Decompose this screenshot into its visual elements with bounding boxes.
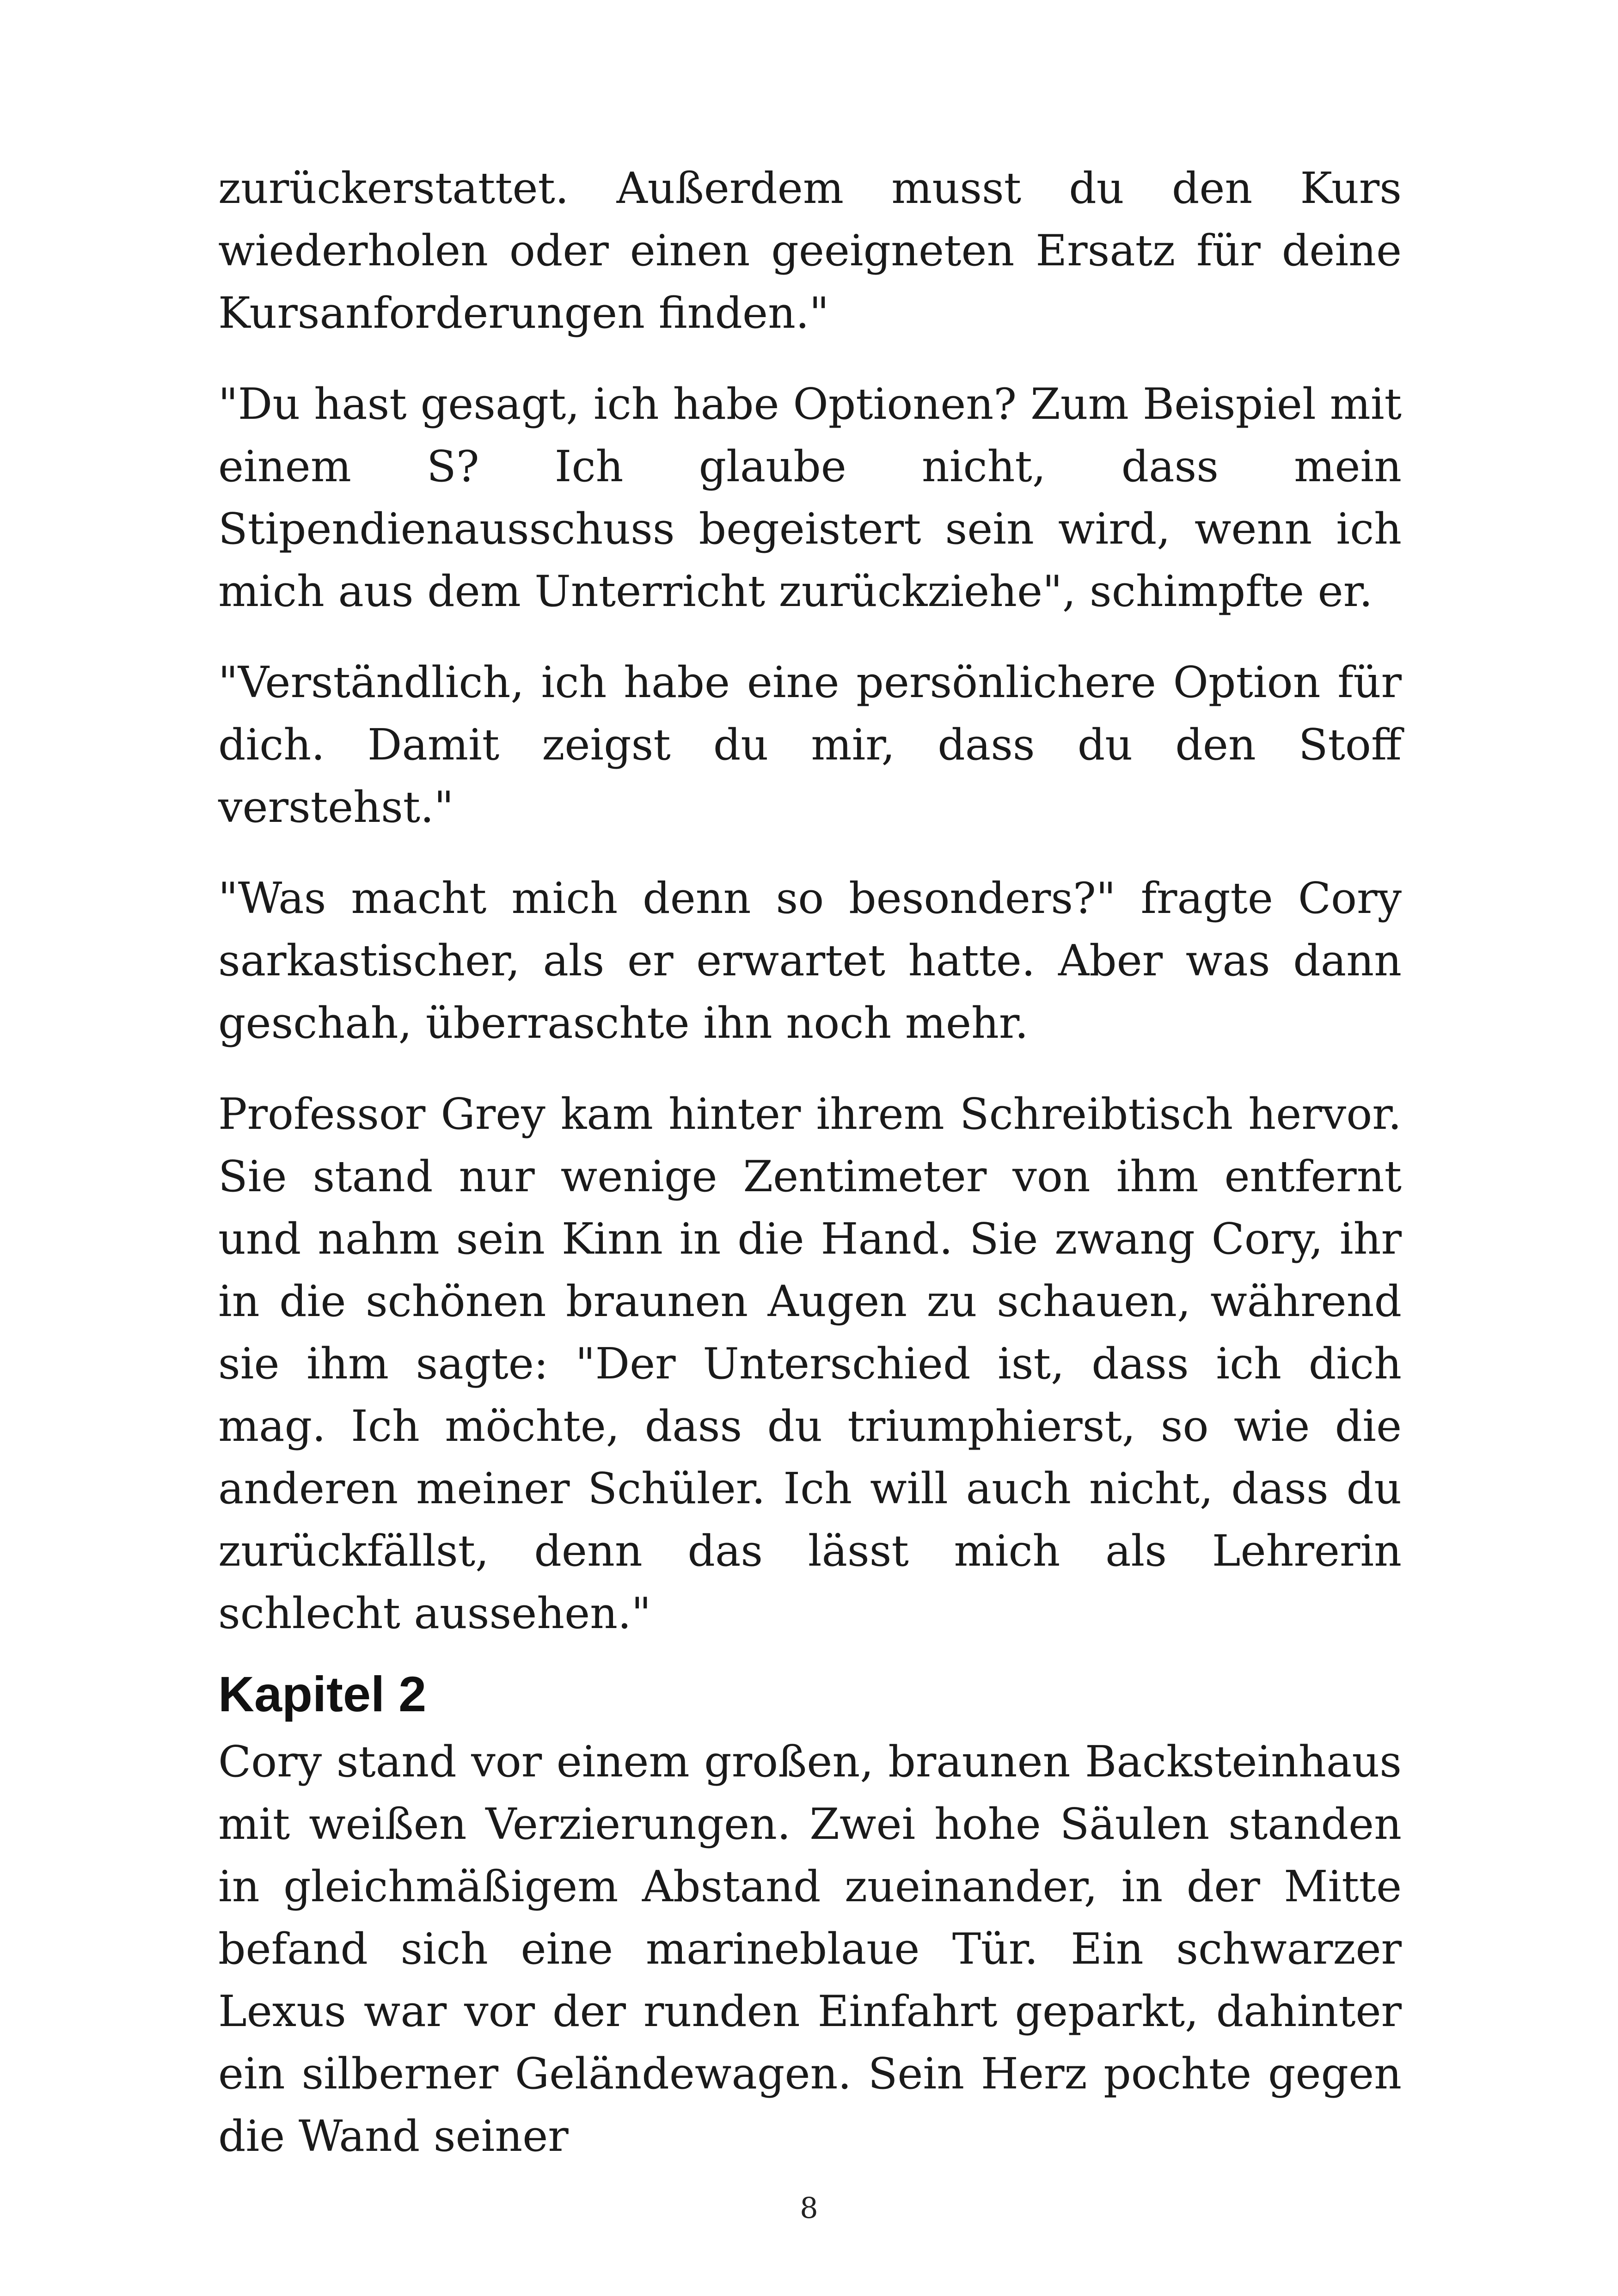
paragraph-1: zurückerstattet. Außerdem musst du den Kurs wiederholen oder einen geeigneten Ersatz für deine Kursanforderungen finden.": [218, 163, 1402, 338]
body-text: [218, 157, 1402, 1673]
paragraph-2: "Du hast gesagt, ich habe Optionen? Zum Beispiel mit einem S? Ich glaube nicht, dass mein Stipendienausschuss begeistert sein wird, wenn ich mich aus dem Unterricht zurückziehe", schimpfte er.: [218, 379, 1402, 616]
paragraph-5: Professor Grey kam hinter ihrem Schreibtisch hervor. Sie stand nur wenige Zentimeter von ihm entfernt und nahm sein Kinn in die Hand. Sie zwang Cory, ihr in die schönen braunen Augen zu schauen, während sie ihm sagte: "Der Unterschied ist, dass ich dich mag. Ich möchte, dass du triumphierst, so wie die anderen meiner Schüler. Ich will auch nicht, dass du zurückfällst, denn das lässt mich als Lehrerin schlecht aussehen.": [218, 1089, 1402, 1638]
page-number: 8: [800, 2191, 818, 2225]
chapter-section: [218, 1659, 1402, 2196]
chapter-title: Kapitel 2: [218, 1666, 427, 1722]
chapter-paragraph: Cory stand vor einem großen, braunen Backsteinhaus mit weißen Verzierungen. Zwei hohe Säulen standen in gleichmäßigem Abstand zueinander, in der Mitte befand sich eine marineblaue Tür. Ein schwarzer Lexus war vor der runden Einfahrt geparkt, dahinter ein silberner Geländewagen. Sein Herz pochte gegen die Wand seiner: [218, 1737, 1402, 2161]
paragraph-3: "Verständlich, ich habe eine persönlichere Option für dich. Damit zeigst du mir, dass du den Stoff verstehst.": [218, 657, 1402, 832]
paragraph-4: "Was macht mich denn so besonders?" fragte Cory sarkastischer, als er erwartet hatte. Aber was dann geschah, überraschte ihn noch mehr.: [218, 873, 1402, 1048]
